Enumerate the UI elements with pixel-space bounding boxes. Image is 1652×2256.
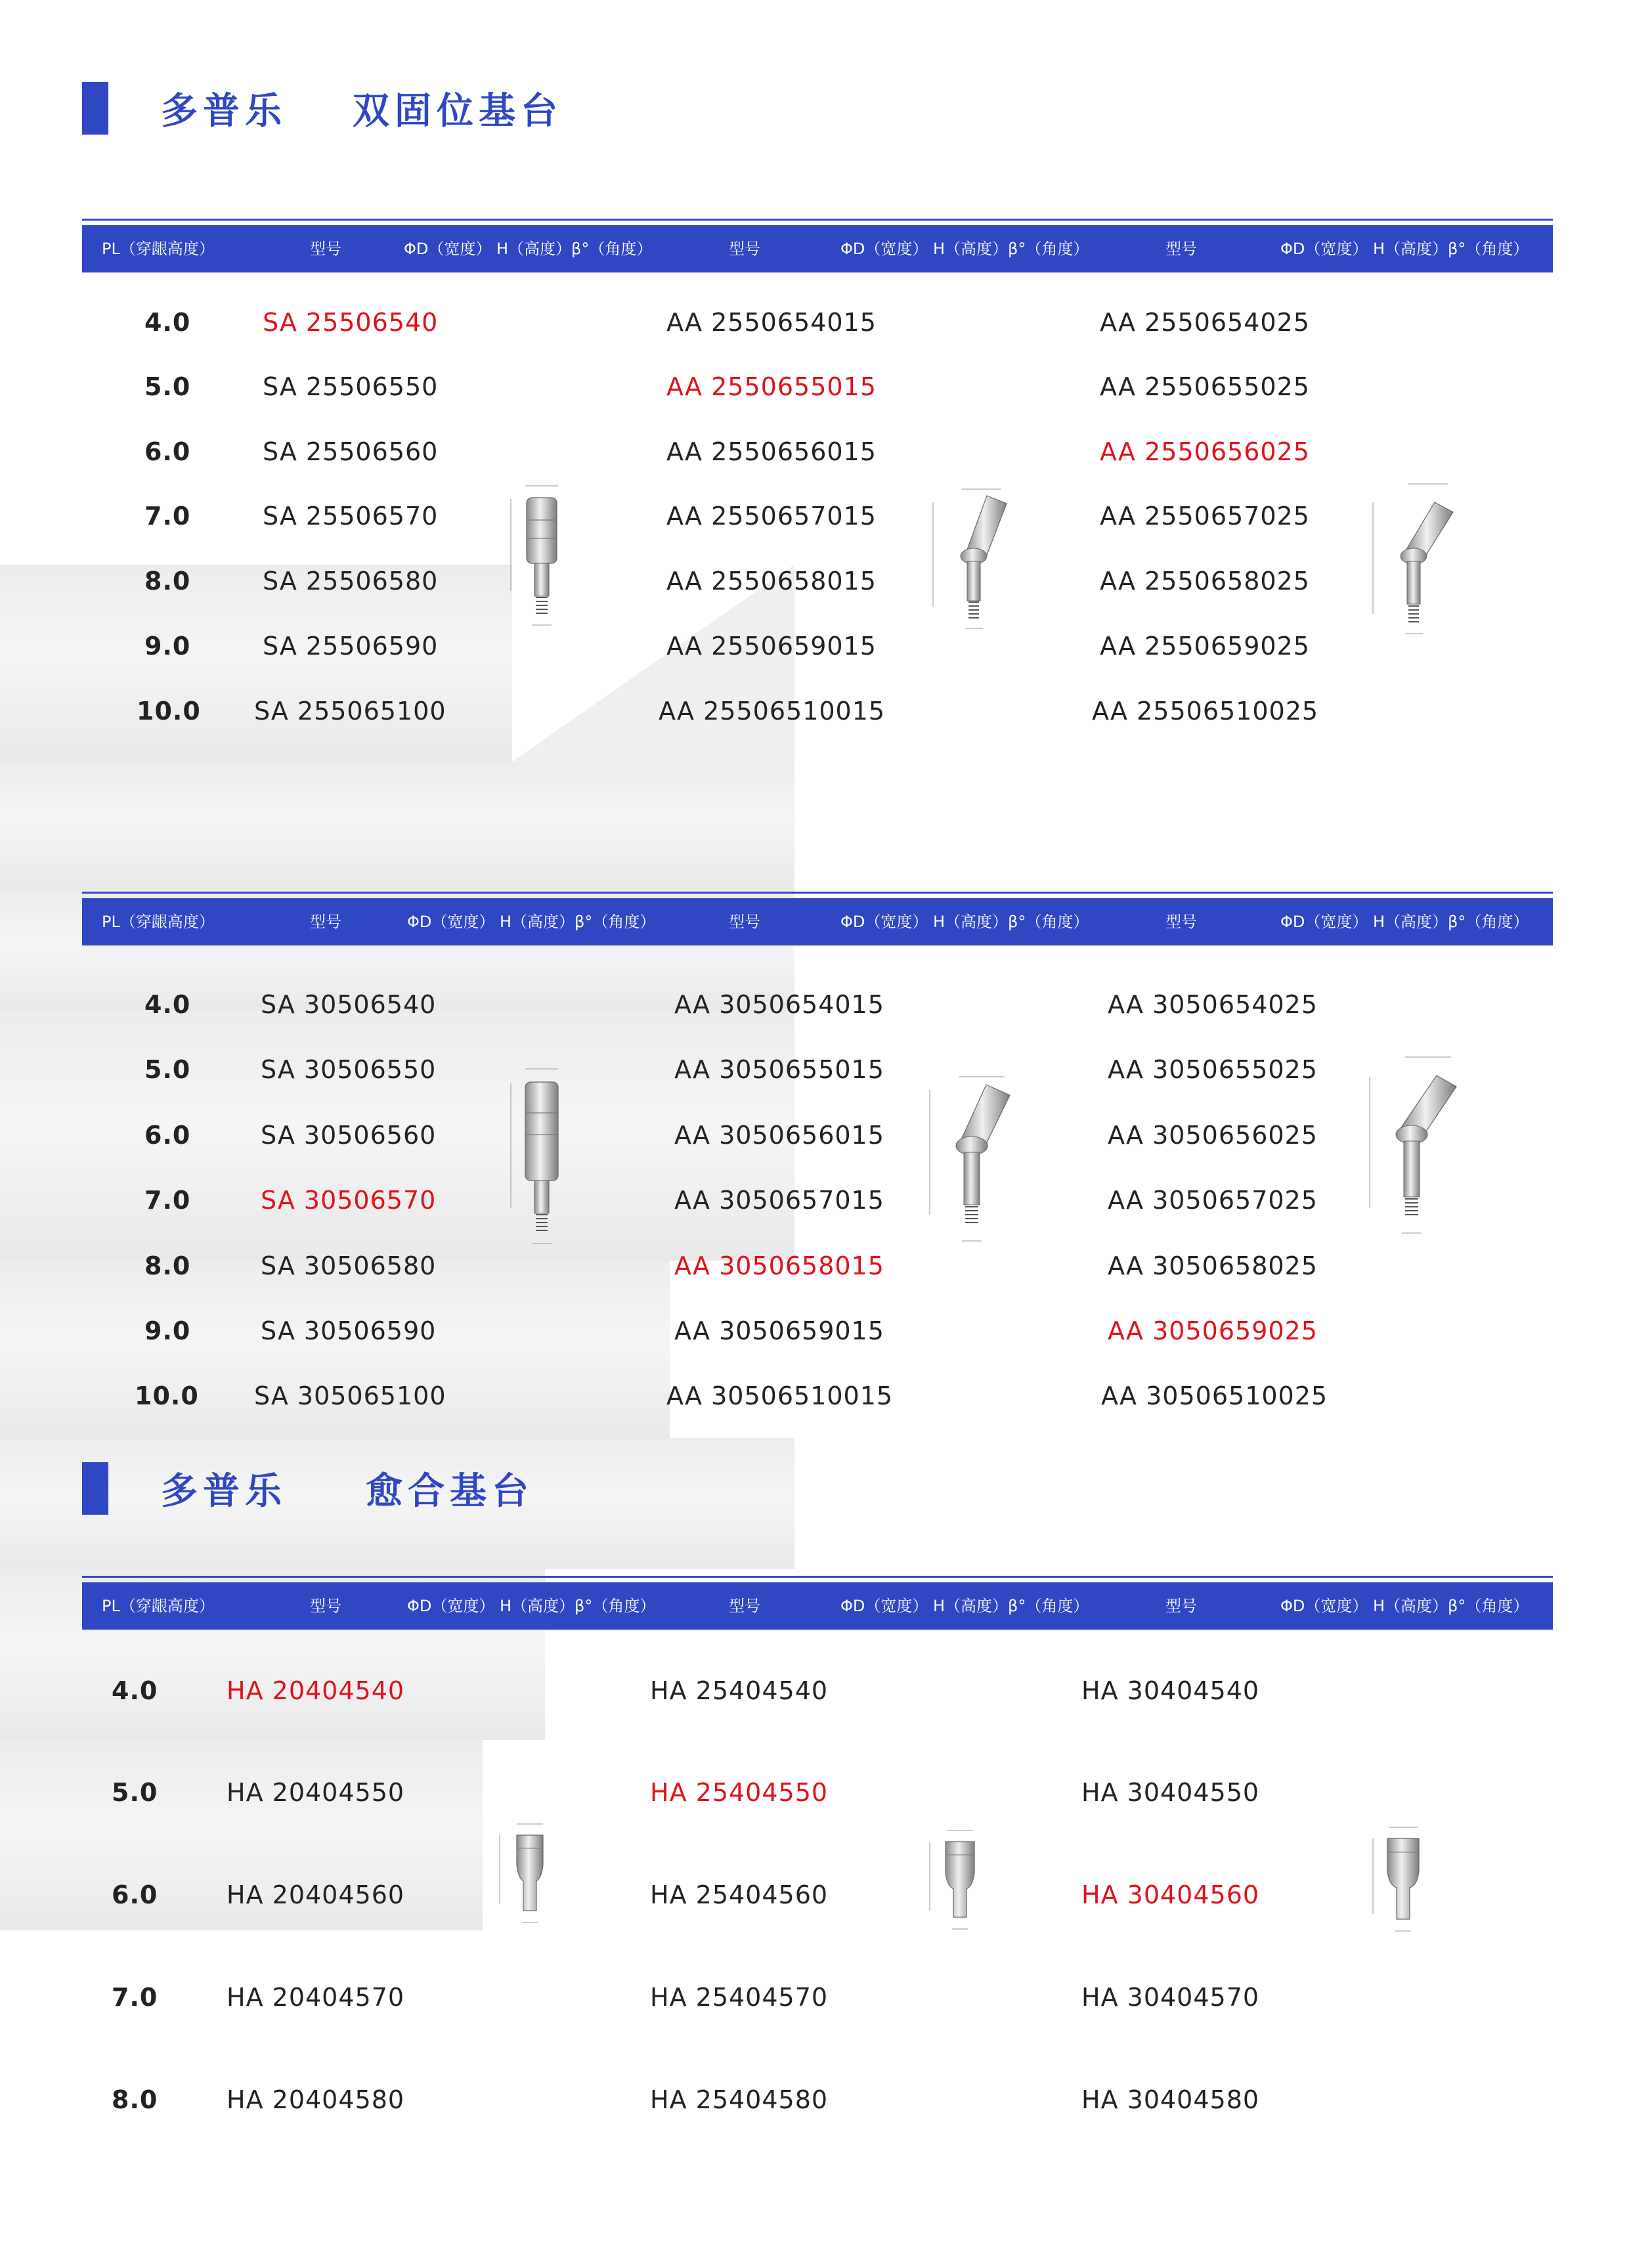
model-code: SA 30506540 <box>261 990 437 1019</box>
header-model: 型号 <box>310 913 341 931</box>
table-row <box>82 496 1553 536</box>
table-row <box>82 1671 1553 1710</box>
model-code: HA 30404550 <box>1081 1778 1260 1807</box>
header-model: 型号 <box>1165 913 1197 931</box>
header-pl: PL（穿龈高度） <box>102 1597 215 1615</box>
header-model: 型号 <box>729 913 760 931</box>
product-table <box>82 219 1553 731</box>
header-spec: ΦD（宽度） H（高度）β°（角度） <box>1280 1597 1529 1615</box>
model-code: SA 255065100 <box>254 697 446 726</box>
model-code: AA 3050658015 <box>674 1251 884 1280</box>
model-code: SA 305065100 <box>254 1381 446 1410</box>
table-rule <box>82 219 1553 221</box>
pl-value: 8.0 <box>144 567 191 596</box>
angled-abutment-icon <box>1366 1051 1464 1254</box>
header-pl: PL（穿龈高度） <box>102 913 215 931</box>
table-row <box>82 1773 1553 1812</box>
model-code: HA 20404570 <box>227 1983 405 2012</box>
section-marker <box>82 1462 108 1515</box>
model-code: HA 25404570 <box>650 1983 829 2012</box>
model-code: AA 3050657015 <box>674 1186 884 1215</box>
product-table <box>82 892 1553 1410</box>
section-marker <box>82 82 108 135</box>
straight-abutment-icon <box>506 479 578 637</box>
section-brand: 多普乐 <box>161 90 287 133</box>
section-brand: 多普乐 <box>161 1470 287 1513</box>
header-spec: ΦD（宽度） H（高度）β°（角度） <box>1280 240 1529 258</box>
table-row <box>82 1116 1553 1155</box>
model-code: AA 2550658015 <box>666 567 877 596</box>
section-name: 双固位基台 <box>353 90 563 133</box>
healing-abutment-icon <box>1369 1822 1435 1940</box>
model-code: AA 3050658025 <box>1108 1251 1318 1280</box>
model-code: HA 20404540 <box>227 1676 405 1705</box>
table-row <box>82 1181 1553 1220</box>
model-code: SA 25506540 <box>263 308 439 337</box>
model-code: AA 2550655015 <box>666 372 877 401</box>
model-code: AA 3050659025 <box>1108 1316 1318 1345</box>
header-model: 型号 <box>1165 240 1197 258</box>
angled-abutment-icon <box>1369 476 1461 647</box>
pl-value: 7.0 <box>112 1983 158 2012</box>
healing-abutment-icon <box>926 1825 991 1937</box>
header-model: 型号 <box>729 1597 760 1615</box>
pl-value: 4.0 <box>112 1676 158 1705</box>
header-spec: ΦD（宽度） H（高度）β°（角度） <box>407 913 656 931</box>
angled-abutment-icon <box>929 476 1014 640</box>
table-row <box>82 1246 1553 1286</box>
header-model: 型号 <box>310 240 341 258</box>
table-rule <box>82 1576 1553 1578</box>
model-code: HA 30404560 <box>1081 1880 1260 1909</box>
pl-value: 10.0 <box>135 1381 199 1410</box>
model-code: AA 2550656025 <box>1100 437 1310 466</box>
model-code: AA 2550654025 <box>1100 308 1310 337</box>
table-row <box>82 1050 1553 1089</box>
model-code: AA 3050657025 <box>1108 1186 1318 1215</box>
model-code: AA 3050655015 <box>674 1055 884 1084</box>
model-code: SA 25506580 <box>263 567 439 596</box>
pl-value: 10.0 <box>137 697 201 726</box>
table-row <box>82 985 1553 1024</box>
header-spec: ΦD（宽度） H（高度）β°（角度） <box>1280 913 1529 931</box>
model-code: HA 20404550 <box>227 1778 405 1807</box>
section-title <box>82 1462 534 1515</box>
pl-value: 5.0 <box>144 1055 191 1084</box>
table-row <box>82 1978 1553 2017</box>
header-spec: ΦD（宽度） H（高度）β°（角度） <box>840 913 1089 931</box>
model-code: AA 3050659015 <box>674 1316 884 1345</box>
pl-value: 5.0 <box>112 1778 158 1807</box>
pl-value: 9.0 <box>144 632 191 661</box>
model-code: HA 25404580 <box>650 2085 829 2114</box>
table-row <box>82 367 1553 406</box>
model-code: AA 3050654025 <box>1108 990 1318 1019</box>
model-code: AA 2550654015 <box>666 308 877 337</box>
table-row <box>82 1376 1553 1416</box>
model-code: SA 30506570 <box>261 1186 437 1215</box>
pl-value: 7.0 <box>144 502 191 531</box>
model-code: AA 25506510015 <box>659 697 886 726</box>
healing-abutment-icon <box>496 1819 561 1930</box>
pl-value: 8.0 <box>112 2085 158 2114</box>
table-row <box>82 432 1553 471</box>
pl-value: 7.0 <box>144 1186 191 1215</box>
model-code: AA 3050655025 <box>1108 1055 1318 1084</box>
model-code: AA 3050656025 <box>1108 1121 1318 1150</box>
model-code: SA 25506570 <box>263 502 439 531</box>
angled-abutment-icon <box>926 1064 1018 1261</box>
header-model: 型号 <box>1165 1597 1197 1615</box>
model-code: HA 25404550 <box>650 1778 829 1807</box>
table-row <box>82 626 1553 666</box>
model-code: AA 3050656015 <box>674 1121 884 1150</box>
header-spec: ΦD（宽度） H（高度）β°（角度） <box>840 240 1089 258</box>
header-spec: ΦD（宽度） H（高度）β°（角度） <box>404 240 653 258</box>
pl-value: 4.0 <box>144 990 191 1019</box>
model-code: AA 2550659025 <box>1100 632 1310 661</box>
table-rule <box>82 892 1553 894</box>
model-code: HA 30404570 <box>1081 1983 1260 2012</box>
straight-abutment-icon <box>506 1057 578 1254</box>
model-code: SA 30506560 <box>261 1121 437 1150</box>
model-code: AA 2550658025 <box>1100 567 1310 596</box>
model-code: SA 25506560 <box>263 437 439 466</box>
background-foam <box>0 762 794 890</box>
pl-value: 6.0 <box>144 1121 191 1150</box>
model-code: HA 20404580 <box>227 2085 405 2114</box>
model-code: HA 30404580 <box>1081 2085 1260 2114</box>
model-code: AA 2550657015 <box>666 502 877 531</box>
model-code: AA 2550659015 <box>666 632 877 661</box>
section-name: 愈合基台 <box>366 1470 534 1513</box>
pl-value: 6.0 <box>144 437 191 466</box>
table-header <box>82 225 1553 272</box>
table-header <box>82 898 1553 945</box>
table-row <box>82 561 1553 601</box>
model-code: HA 25404540 <box>650 1676 829 1705</box>
table-row <box>82 303 1553 342</box>
header-spec: ΦD（宽度） H（高度）β°（角度） <box>840 1597 1089 1615</box>
pl-value: 4.0 <box>144 308 191 337</box>
section-title <box>82 82 563 135</box>
model-code: SA 25506590 <box>263 632 439 661</box>
model-code: HA 20404560 <box>227 1880 405 1909</box>
table-header <box>82 1582 1553 1630</box>
model-code: AA 2550655025 <box>1100 372 1310 401</box>
model-code: SA 25506550 <box>263 372 439 401</box>
model-code: SA 30506580 <box>261 1251 437 1280</box>
model-code: HA 25404560 <box>650 1880 829 1909</box>
model-code: AA 3050654015 <box>674 990 884 1019</box>
model-code: AA 2550656015 <box>666 437 877 466</box>
model-code: AA 30506510015 <box>666 1381 894 1410</box>
model-code: HA 30404540 <box>1081 1676 1260 1705</box>
pl-value: 8.0 <box>144 1251 191 1280</box>
table-row <box>82 691 1553 731</box>
header-pl: PL（穿龈高度） <box>102 240 215 258</box>
header-model: 型号 <box>729 240 760 258</box>
table-row <box>82 2080 1553 2119</box>
table-row <box>82 1875 1553 1915</box>
pl-value: 6.0 <box>112 1880 158 1909</box>
product-table <box>82 1576 1553 2114</box>
model-code: SA 30506590 <box>261 1316 437 1345</box>
table-row <box>82 1311 1553 1351</box>
header-model: 型号 <box>310 1597 341 1615</box>
model-code: AA 25506510025 <box>1092 697 1319 726</box>
header-spec: ΦD（宽度） H（高度）β°（角度） <box>407 1597 656 1615</box>
pl-value: 9.0 <box>144 1316 191 1345</box>
model-code: SA 30506550 <box>261 1055 437 1084</box>
model-code: AA 30506510025 <box>1101 1381 1328 1410</box>
model-code: AA 2550657025 <box>1100 502 1310 531</box>
pl-value: 5.0 <box>144 372 191 401</box>
